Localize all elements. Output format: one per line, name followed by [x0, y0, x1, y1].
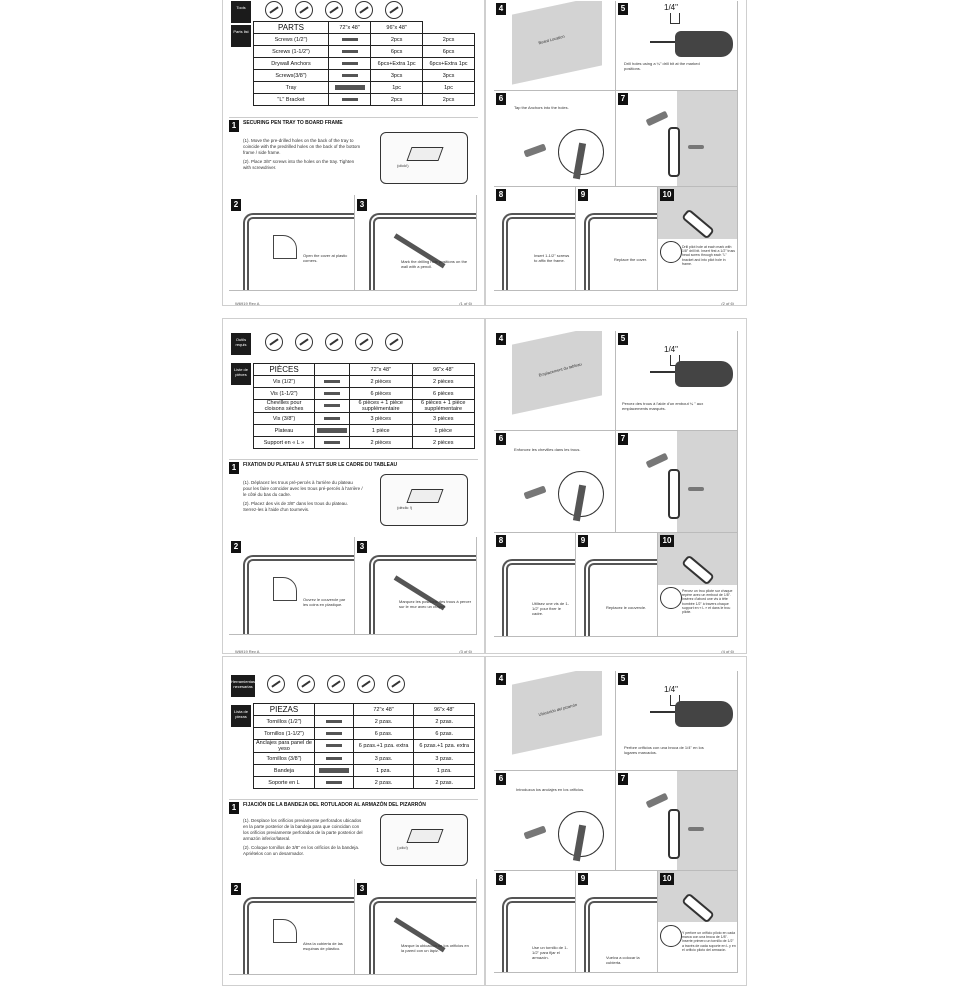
manual-page-right: 4 Board Location 5 1/4" Drill holes using a ¼" drill bit at the marked positions. 6 Tap the Anchors into the holes. 7 8 Insert 1-1/2" screws to affix the frame. 9 Replace the cover. 10 Drill pilot hole at each mark with 1/8" drill bit. Insert first a 1/2" truss head screw through each "L" bracket and into pilot hole in frame. (2 of 6) — [485, 0, 747, 306]
pencil-icon — [295, 1, 313, 19]
board-location-label: Ubicación del pizarrón — [538, 701, 578, 718]
step-text: (1). Move the pre-drilled holes on the back of the tray to coincide with the predrilled holes on the back of the bottom frame / side frame. (2). Place 3/8" screws into the holes on the tray. Tighten with screwdriver. — [243, 138, 361, 170]
down-arrow-icon — [670, 13, 680, 24]
step-7-panel: 7 — [616, 771, 738, 871]
manual-page-left — [222, 656, 485, 986]
step-1: 1 FIXATION DU PLATEAU À STYLET SUR LE CADRE DU TABLEAU (1). Déplacez les trous pré-percés à l'arrière du plateau pour les faire coïncider avec les trous pré-percés à l'arrière / le côté du bas du cadre. (2). Placez des vis de 3/8" dans les trous du plateau. Serrez-les à l'aide d'un tournevis. (déclic !) — [229, 459, 478, 536]
table-row: "L" Bracket 2pcs 2pcs — [254, 94, 475, 106]
parts-title: PIEZAS — [254, 704, 315, 716]
screw-icon — [688, 145, 704, 149]
step-text: (1). Déplacez les trous pré-percés à l'arrière du plateau pour les faire coïncider avec les trous pré-percés à l'arrière / le côté du bas du cadre. (2). Placez des vis de 3/8" dans les trous du plateau. Serrez-les à l'aide d'un tournevis. — [243, 480, 363, 512]
drill-icon — [675, 361, 733, 387]
drill-size-label: 1/4" — [664, 3, 678, 12]
pencil-icon — [295, 333, 313, 351]
step-caption: Mark the drilling hole positions on the wall with a pencil. — [401, 259, 468, 269]
tools-label: Outils requis — [231, 333, 251, 355]
drill-icon — [355, 333, 373, 351]
step-7-panel: 7 — [616, 91, 738, 187]
col-header: 72"x 48" — [353, 704, 414, 716]
anchor-icon — [523, 825, 546, 839]
step-caption: Marque la ubicación de los orificios en la pared con un lápiz. — [401, 943, 469, 953]
table-row: Vis (1-1/2") 6 pièces 6 pièces — [254, 388, 475, 400]
step-6-panel: 6 Introduzca los anclajes en los orificios. — [494, 771, 616, 871]
step-5-panel: 5 1/4" Percez des trous à l'aide d'un embout ¼ " aux emplacements marqués. — [616, 331, 738, 431]
step-caption: Insert 1-1/2" screws to affix the frame. — [534, 253, 570, 263]
step-caption: Replacez le couvercle. — [606, 605, 647, 610]
parts-label: Liste de pièces — [231, 363, 251, 385]
step-4-panel: 4 Ubicación del pizarrón — [494, 671, 616, 771]
level-icon — [385, 1, 403, 19]
step-6-panel: 6 Tap the Anchors into the holes. — [494, 91, 616, 187]
board-location-label: Emplacement du tableau — [538, 361, 583, 378]
drill-zoom-icon — [660, 587, 682, 609]
step-3-panel: 3 Marquez les positions des trous à percer sur le mur avec un crayon. — [355, 537, 477, 635]
step-caption: Vuelva a colocar la cubierta. — [606, 955, 640, 965]
drill-bit-icon — [327, 675, 345, 693]
drill-icon — [357, 675, 375, 693]
table-row: Tornillos (3/8") 3 pzas. 3 pzas. — [254, 753, 475, 765]
anchor-icon — [646, 111, 669, 127]
parts-title: PARTS — [254, 22, 329, 34]
manual-page-right: 4 Emplacement du tableau 5 1/4" Percez des trous à l'aide d'un embout ¼ " aux emplacements marqués. 6 Enfoncez les chevilles dans les trous. 7 8 Utilisez une vis de 1-1/2" pour fixer le cadre. 9 Replacez le couvercle. 10 Percez un trou pilote sur chaque repère avec un embout de 1/8". Insérez d'abord une vis à tête bombée 1/2" à travers chaque support en « L » et dans le trou pilote. (4 of 6) — [485, 318, 747, 654]
table-row: Tornillos (1-1/2") 6 pzas. 6 pzas. — [254, 728, 475, 740]
step-3-panel: 3 Marque la ubicación de los orificios en la pared con un lápiz. — [355, 879, 477, 975]
screw-icon — [329, 70, 371, 82]
l-bracket-icon — [668, 469, 680, 519]
step-1: 1 FIJACIÓN DE LA BANDEJA DEL ROTULADOR AL ARMAZÓN DEL PIZARRÓN (1). Desplace los orificios previamente perforados ubicados en la parte posterior de la bandeja para que coincidan con los orificios previamente perforados de la parte posterior del armazón inferior/lateral. (2). Coloque tornillos de 3/8" en los orificios de la bandeja. Apriételos con un desarmador. (¡clic!) — [229, 799, 478, 876]
step-caption: Replace the cover. — [614, 257, 648, 262]
bracket-icon — [329, 94, 371, 106]
step-3-panel: 3 Mark the drilling hole positions on the wall with a pencil. — [355, 195, 477, 291]
step-10-panel: 10 Percez un trou pilote sur chaque repère avec un embout de 1/8". Insérez d'abord une vis à tête bombée 1/2" à travers chaque support en « L » et dans le trou pilote. — [658, 533, 738, 637]
board-location-label: Board Location — [537, 33, 566, 46]
step-caption: Introduzca los anclajes en los orificios. — [516, 787, 585, 792]
table-row: Vis (1/2") 2 pièces 2 pièces — [254, 376, 475, 388]
click-label: (¡clic!) — [397, 845, 408, 850]
screw-icon — [329, 46, 371, 58]
anchor-icon — [646, 453, 669, 469]
step-title: SECURING PEN TRAY TO BOARD FRAME — [243, 120, 343, 126]
level-icon — [385, 333, 403, 351]
tray-icon — [329, 82, 371, 94]
drill-icon — [675, 31, 733, 57]
step-title: FIJACIÓN DE LA BANDEJA DEL ROTULADOR AL ARMAZÓN DEL PIZARRÓN — [243, 802, 426, 808]
table-row: Plateau 1 pièce 1 pièce — [254, 425, 475, 437]
table-row: Tray 1pc 1pc — [254, 82, 475, 94]
tools-label: Tools — [231, 1, 251, 23]
step-10-panel: 10 Y perfore un orificio piloto en cada marca con una broca de 1/8". Inserte primero un tornillo de 1/2" a través de cada soporte en L y en el orificio piloto del armazón. — [658, 871, 738, 973]
table-row: Anclajes para panel de yeso 6 pzas.+1 pza. extra 6 pzas.+1 pza. extra — [254, 740, 475, 753]
l-bracket-icon — [668, 809, 680, 859]
drill-size-label: 1/4" — [664, 345, 678, 354]
step-caption: Ouvrez le couvercle par les coins en plastique. — [303, 597, 346, 607]
col-header: 72"x 48" — [350, 364, 413, 376]
manual-page-right — [485, 656, 747, 986]
step-8-panel: 8 Insert 1-1/2" screws to affix the frame. — [494, 187, 576, 291]
step-caption: Utilisez une vis de 1-1/2" pour fixer le cadre. — [532, 601, 569, 616]
table-row: Tornillos (1/2") 2 pzas. 2 pzas. — [254, 716, 475, 728]
parts-table — [253, 363, 475, 449]
screwdriver-icon — [265, 333, 283, 351]
tray-illustration — [380, 474, 468, 526]
step-caption: Y perfore un orificio piloto en cada marca con una broca de 1/8". Inserte primero un tornillo de 1/2" a través de cada soporte en L y en el orificio piloto del armazón. — [682, 931, 736, 952]
step-1 — [229, 117, 478, 194]
step-text: (1). Desplace los orificios previamente perforados ubicados en la parte posterior de la bandeja para que coincidan con los orificios previamente perforados de la parte posterior del armazón inferior/lateral. (2). Coloque tornillos de 3/8" en los orificios de la bandeja. Apriételos con un desarmador. — [243, 818, 363, 856]
drill-size-label: 1/4" — [664, 685, 678, 694]
step-6-panel: 6 Enfoncez les chevilles dans les trous. — [494, 431, 616, 533]
step-caption: Tap the Anchors into the holes. — [514, 105, 569, 110]
step-5-panel: 5 1/4" Drill holes using a ¼" drill bit at the marked positions. — [616, 1, 738, 91]
table-row: Chevilles pour cloisons sèches 6 pièces + 1 pièce supplémentaire 6 pièces + 1 pièce supplémentaire — [254, 400, 475, 413]
step-caption: Abra la cubierta de las esquinas de plástico. — [303, 941, 343, 951]
col-header: 96"x 48" — [412, 364, 475, 376]
click-label: (click!) — [397, 163, 409, 168]
tools-row — [231, 675, 476, 705]
step-caption: Perfore orificios con una broca de 1/4" en los lugares marcados. — [624, 745, 704, 755]
step-caption: Drill holes using a ¼" drill bit at the marked positions. — [624, 61, 700, 71]
step-number: 1 — [229, 120, 239, 132]
screw-icon — [329, 34, 371, 46]
step-9-panel: 9 Vuelva a colocar la cubierta. — [576, 871, 658, 973]
step-caption: Percez un trou pilote sur chaque repère avec un embout de 1/8". Insérez d'abord une vis à tête bombée 1/2" à travers chaque support en « L » et dans le trou pilote. — [682, 589, 733, 615]
level-icon — [387, 675, 405, 693]
screw-icon — [688, 827, 704, 831]
step-4-panel: 4 Emplacement du tableau — [494, 331, 616, 431]
parts-title: PIÈCES — [254, 364, 315, 376]
parts-table — [253, 21, 475, 106]
step-4-panel: 4 Board Location — [494, 1, 616, 91]
drill-icon — [355, 1, 373, 19]
anchor-icon — [523, 485, 546, 499]
col-header: 96"x 48" — [371, 22, 423, 34]
parts-table — [253, 703, 475, 789]
whiteboard-illustration — [512, 1, 602, 85]
drill-bit-icon — [325, 1, 343, 19]
step-7-panel: 7 — [616, 431, 738, 533]
step-title: FIXATION DU PLATEAU À STYLET SUR LE CADRE DU TABLEAU — [243, 462, 398, 468]
tools-row — [231, 333, 476, 363]
manual-page-left: Tools Parts list PARTS 72"x 48" 96"x 48" Screws (1/2") 2pcs 2pcs Screws (1-1/2") 6pcs 6pcs Drywall Anchors 6pcs+Extra 1pc 6pcs+Extra 1pc Screws(3/8") 3pcs 3pcs Tray 1pc 1pc "L" Bracket 2pcs 2pcs 1 SECURING PEN TRAY TO BOARD FRAME (1). Move the pre-drilled holes on the back of the tray to coincide with the predrilled holes on the back of the bottom frame / side frame. (2). Place 3/8" screws into the holes on the tray. Tighten with screwdriver. (click!) 2 Open the cover at plastic corners. 3 Mark the drilling hole positions on the wall with a pencil. W6919 Rev A (1 of 6) — [222, 0, 485, 306]
col-header: 72"x 48" — [329, 22, 371, 34]
manual-page-left: Outils requis Liste de pièces PIÈCES 72"x 48" 96"x 48" Vis (1/2") 2 pièces 2 pièces Vis (1-1/2") 6 pièces 6 pièces Chevilles pour cloisons sèches 6 pièces + 1 pièce supplémentaire 6 pièces + 1 pièce supplémentaire Vis (3/8") 3 pièces 3 pièces Plateau 1 pièce 1 pièce Support en « L » 2 pièces 2 pièces 1 FIXATION DU PLATEAU À STYLET SUR LE CADRE DU TABLEAU (1). Déplacez les trous pré-percés à l'arrière du plateau pour les faire coïncider avec les trous pré-percés à l'arrière / le côté du bas du cadre. (2). Placez des vis de 3/8" dans les trous du plateau. Serrez-les à l'aide d'un tournevis. (déclic !) 2 Ouvrez le couvercle par les coins en plastique. 3 Marquez les positions des trous à percer sur le mur avec un crayon. W6919 Rev A (3 of 6) — [222, 318, 485, 654]
step-8-panel: 8 Utilisez une vis de 1-1/2" pour fixer le cadre. — [494, 533, 576, 637]
step-2-panel: 2 Ouvrez le couvercle par les coins en plastique. — [229, 537, 355, 635]
step-2-panel: 2 Abra la cubierta de las esquinas de plástico. — [229, 879, 355, 975]
l-bracket-icon — [668, 127, 680, 177]
drill-icon — [675, 701, 733, 727]
step-9-panel: 9 Replace the cover. — [576, 187, 658, 291]
step-9-panel: 9 Replacez le couvercle. — [576, 533, 658, 637]
step-8-panel: 8 Use un tornillo de 1-1/2" para fijar el armazón. — [494, 871, 576, 973]
table-row: Drywall Anchors 6pcs+Extra 1pc 6pcs+Extra 1pc — [254, 58, 475, 70]
anchor-icon — [646, 793, 669, 809]
col-header: 96"x 48" — [414, 704, 475, 716]
step-caption: Open the cover at plastic corners. — [303, 253, 348, 263]
step-caption: Percez des trous à l'aide d'un embout ¼ " aux emplacements marqués. — [622, 401, 704, 411]
screw-icon — [688, 487, 704, 491]
table-row: Vis (3/8") 3 pièces 3 pièces — [254, 413, 475, 425]
parts-label: Parts list — [231, 25, 251, 47]
step-caption: Use un tornillo de 1-1/2" para fijar el armazón. — [532, 945, 568, 960]
step-10-panel: 10 Drill pilot hole at each mark with 1/8" drill bit. Insert first a 1/2" truss head screw through each "L" bracket and into pilot hole in frame. — [658, 187, 738, 291]
table-row: Screws (1-1/2") 6pcs 6pcs — [254, 46, 475, 58]
anchor-icon — [523, 143, 546, 157]
table-row: Bandeja 1 pza. 1 pza. — [254, 765, 475, 777]
click-label: (déclic !) — [397, 505, 413, 510]
parts-label: Lista de piezas — [231, 705, 251, 727]
drill-zoom-icon — [660, 241, 682, 263]
anchor-icon — [329, 58, 371, 70]
tray-illustration — [380, 814, 468, 866]
step-5-panel: 5 1/4" Perfore orificios con una broca de 1/4" en los lugares marcados. — [616, 671, 738, 771]
drill-bit-icon — [325, 333, 343, 351]
step-caption: Drill pilot hole at each mark with 1/8" drill bit. Insert first a 1/2" truss head screw through each "L" bracket and into pilot hole in frame. — [682, 245, 736, 266]
drill-zoom-icon — [660, 925, 682, 947]
tray-illustration — [380, 132, 468, 184]
screwdriver-icon — [267, 675, 285, 693]
table-row: Support en « L » 2 pièces 2 pièces — [254, 437, 475, 449]
table-row: Screws (1/2") 2pcs 2pcs — [254, 34, 475, 46]
step-2-panel: 2 Open the cover at plastic corners. — [229, 195, 355, 291]
step-caption: Enfoncez les chevilles dans les trous. — [514, 447, 581, 452]
pencil-icon — [297, 675, 315, 693]
step-caption: Marquez les positions des trous à percer sur le mur avec un crayon. — [399, 599, 472, 609]
whiteboard-illustration — [512, 671, 602, 755]
table-row: Screws(3/8") 3pcs 3pcs — [254, 70, 475, 82]
table-row: Soporte en L 2 pzas. 2 pzas. — [254, 777, 475, 789]
tools-label: Herramientas necesarias — [231, 675, 255, 697]
screwdriver-icon — [265, 1, 283, 19]
